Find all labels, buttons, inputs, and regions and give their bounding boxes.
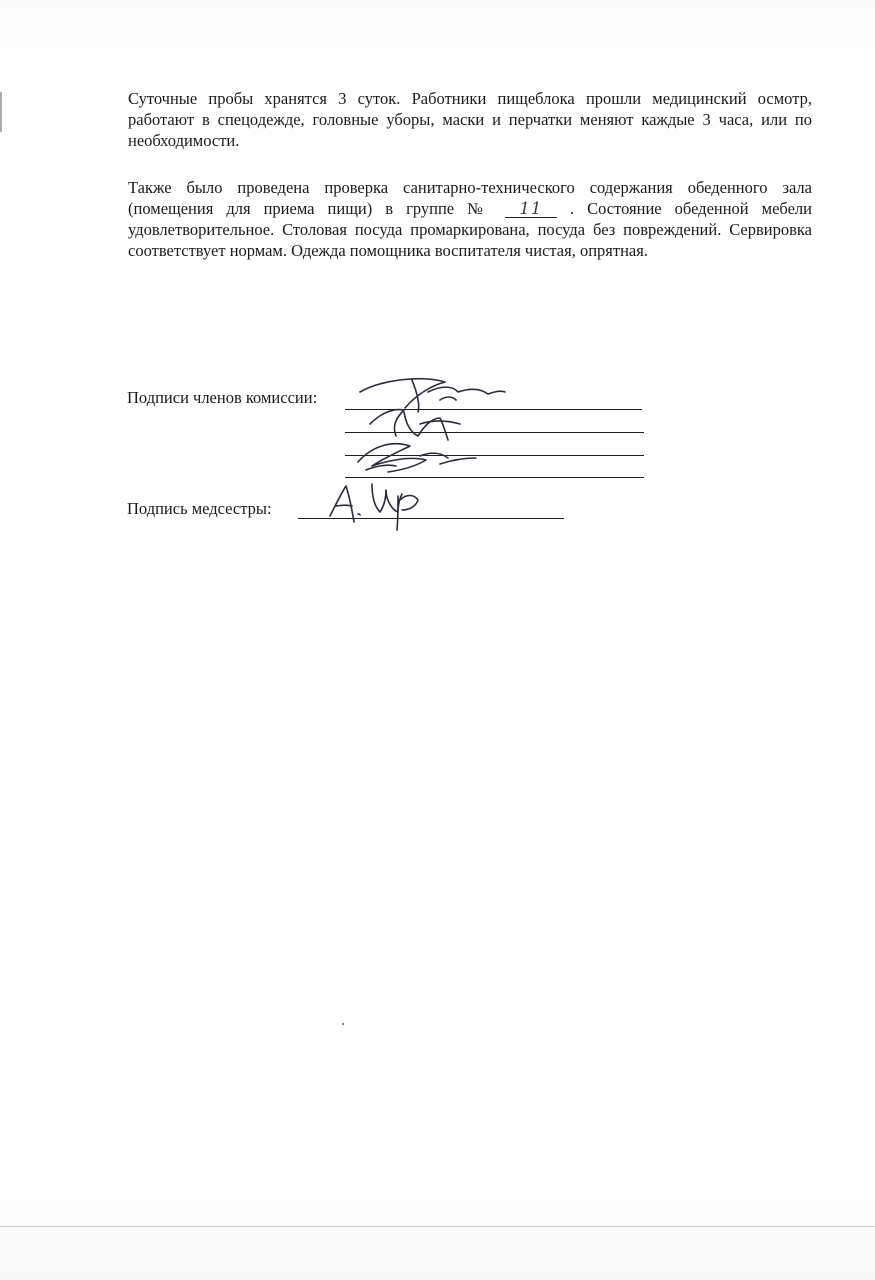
commission-signature-3 [358,444,476,472]
scan-edge-bottom [0,1226,875,1227]
commission-signature-1 [360,379,505,412]
group-number-blank [505,201,557,218]
commission-signature-line-4 [345,477,644,478]
commission-signatures-label: Подписи членов комиссии: [127,388,318,407]
paragraph-daily-samples: Суточные пробы хранятся 3 суток. Работники пищеблока прошли медицинский осмотр, работают в спецодежде, головные уборы, маски и перчатки меняют каждые 3 часа, или по необходимости. [128,89,812,150]
paragraph-dining-hall-part1: Также было проведена проверка санитарно-технического содержания обеденного зала (помещения для приема пищи) в группе № [128,178,812,218]
scan-speck-left [0,92,2,132]
nurse-signature-line [298,518,564,519]
commission-signature-line-1 [345,409,642,410]
group-number: 11 [519,199,543,218]
nurse-signature-label: Подпись медсестры: [127,499,272,518]
nurse-signature [330,484,418,530]
scan-speck [342,1023,344,1025]
commission-signature-line-2 [345,432,644,433]
commission-signature-2 [370,410,460,440]
paragraph-dining-hall-part2: . Состояние обеденной мебели удовлетворительное. Столовая посуда промаркирована, посуда без повреждений. Сервировка соответствует нормам. Одежда помощника воспитателя чистая, опрятная. [128,199,813,260]
paragraph-dining-hall-inspection [128,177,812,261]
commission-signature-line-3 [345,455,644,456]
